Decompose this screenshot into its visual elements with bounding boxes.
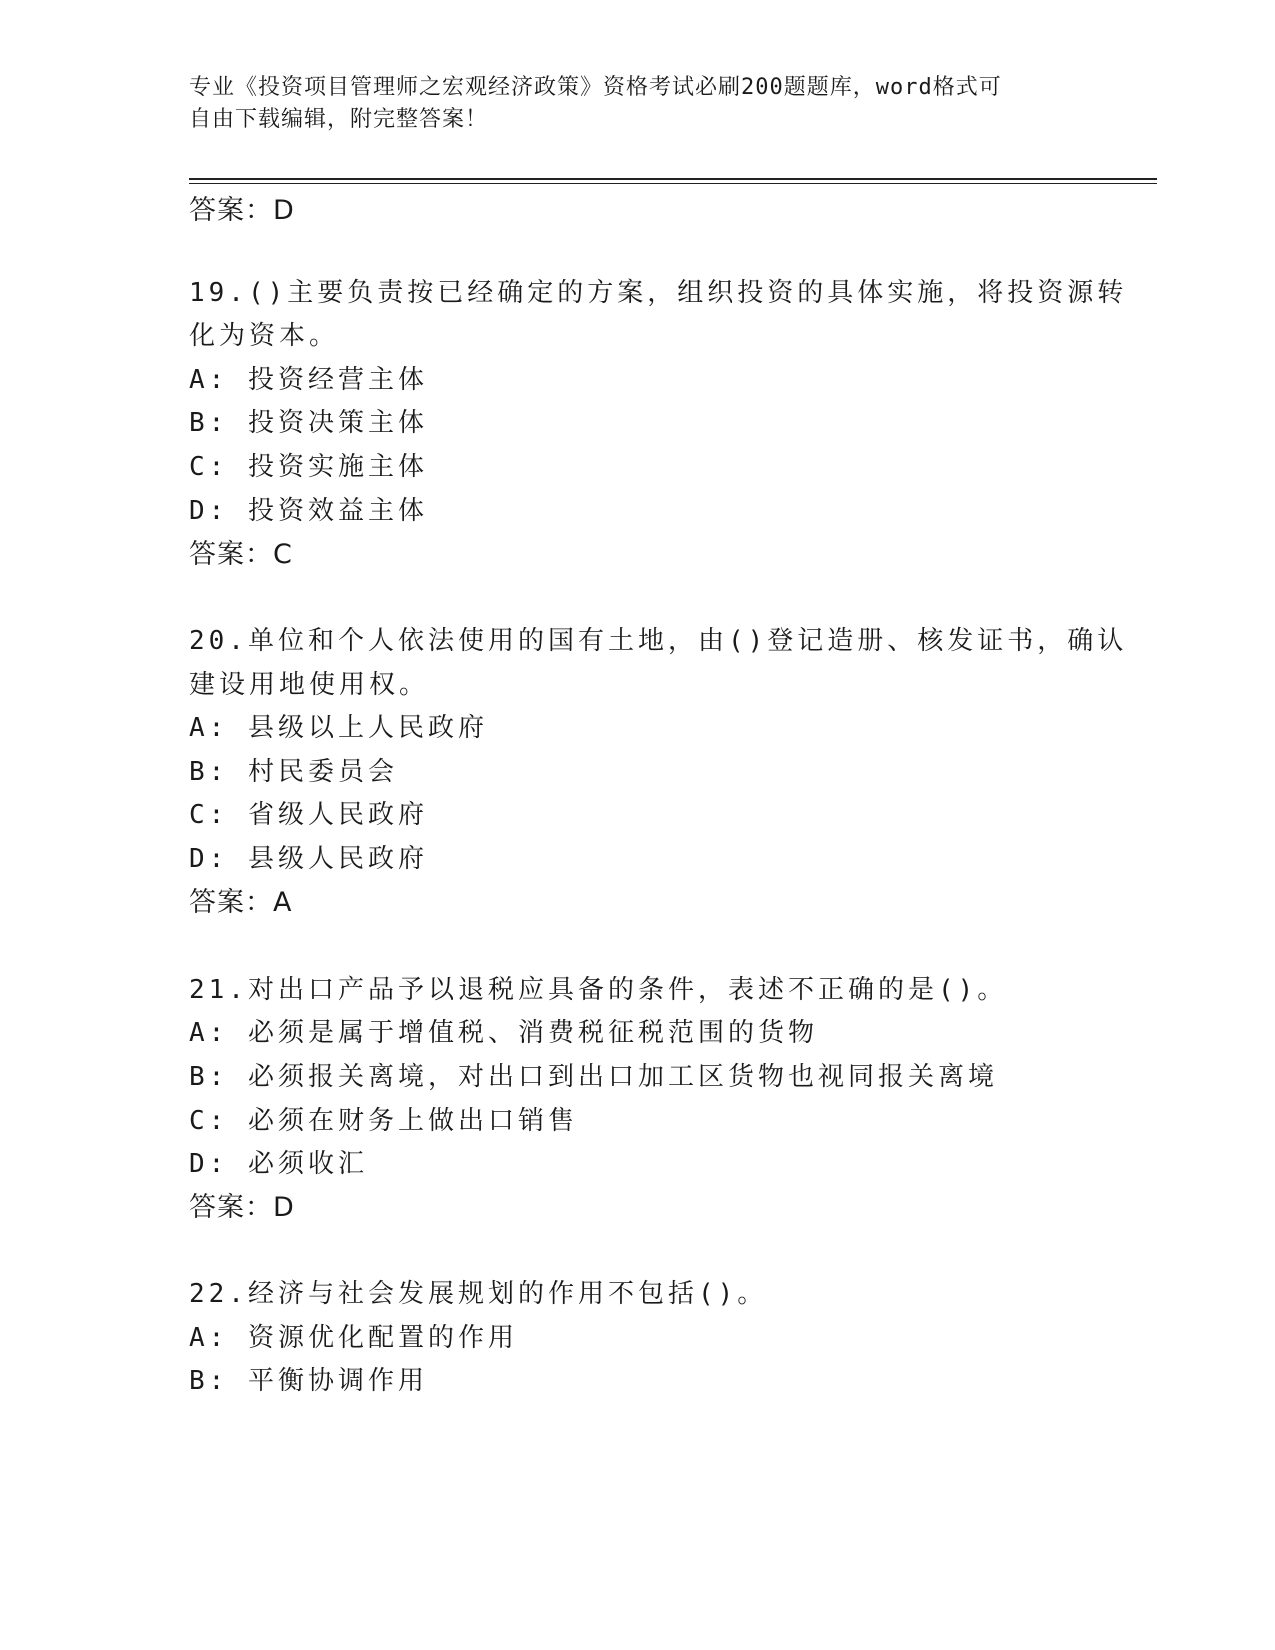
question-22-option-b: B: 平衡协调作用 <box>189 1366 428 1396</box>
question-21-option-c: C: 必须在财务上做出口销售 <box>189 1106 578 1136</box>
question-21-stem: 21.对出口产品予以退税应具备的条件，表述不正确的是()。 <box>189 975 1008 1005</box>
question-21-answer: 答案：D <box>189 1192 295 1223</box>
question-20-stem-line-2: 建设用地使用权。 <box>189 670 430 700</box>
document-header <box>189 72 1089 136</box>
question-19-stem-line-2: 化为资本。 <box>189 321 340 351</box>
question-19-stem-line-1: 19.()主要负责按已经确定的方案，组织投资的具体实施，将投资源转 <box>189 278 1128 308</box>
question-19-option-b: B: 投资决策主体 <box>189 408 428 438</box>
question-22-option-a: A: 资源优化配置的作用 <box>189 1323 518 1353</box>
question-19-answer: 答案：C <box>189 539 293 570</box>
question-20-option-c: C: 省级人民政府 <box>189 800 428 830</box>
question-21-option-d: D: 必须收汇 <box>189 1149 368 1179</box>
question-19-option-a: A: 投资经营主体 <box>189 365 428 395</box>
question-20-stem-line-1: 20.单位和个人依法使用的国有土地，由()登记造册、核发证书，确认 <box>189 626 1128 656</box>
header-divider-bottom <box>189 183 1157 184</box>
question-22-stem: 22.经济与社会发展规划的作用不包括()。 <box>189 1279 768 1309</box>
header-divider-top <box>189 178 1157 180</box>
question-19-option-c: C: 投资实施主体 <box>189 452 428 482</box>
header-line-1: 专业《投资项目管理师之宏观经济政策》资格考试必刷200题题库，word格式可 <box>189 75 1002 100</box>
question-19-option-d: D: 投资效益主体 <box>189 496 428 526</box>
question-20-answer: 答案：A <box>189 887 293 918</box>
question-20-option-b: B: 村民委员会 <box>189 757 398 787</box>
question-20-option-a: A: 县级以上人民政府 <box>189 713 488 743</box>
question-21-option-a: A: 必须是属于增值税、消费税征税范围的货物 <box>189 1018 818 1048</box>
header-line-2: 自由下载编辑，附完整答案！ <box>189 107 489 132</box>
question-20-option-d: D: 县级人民政府 <box>189 844 428 874</box>
answer-previous: 答案：D <box>189 195 295 226</box>
question-21-option-b: B: 必须报关离境，对出口到出口加工区货物也视同报关离境 <box>189 1062 998 1092</box>
